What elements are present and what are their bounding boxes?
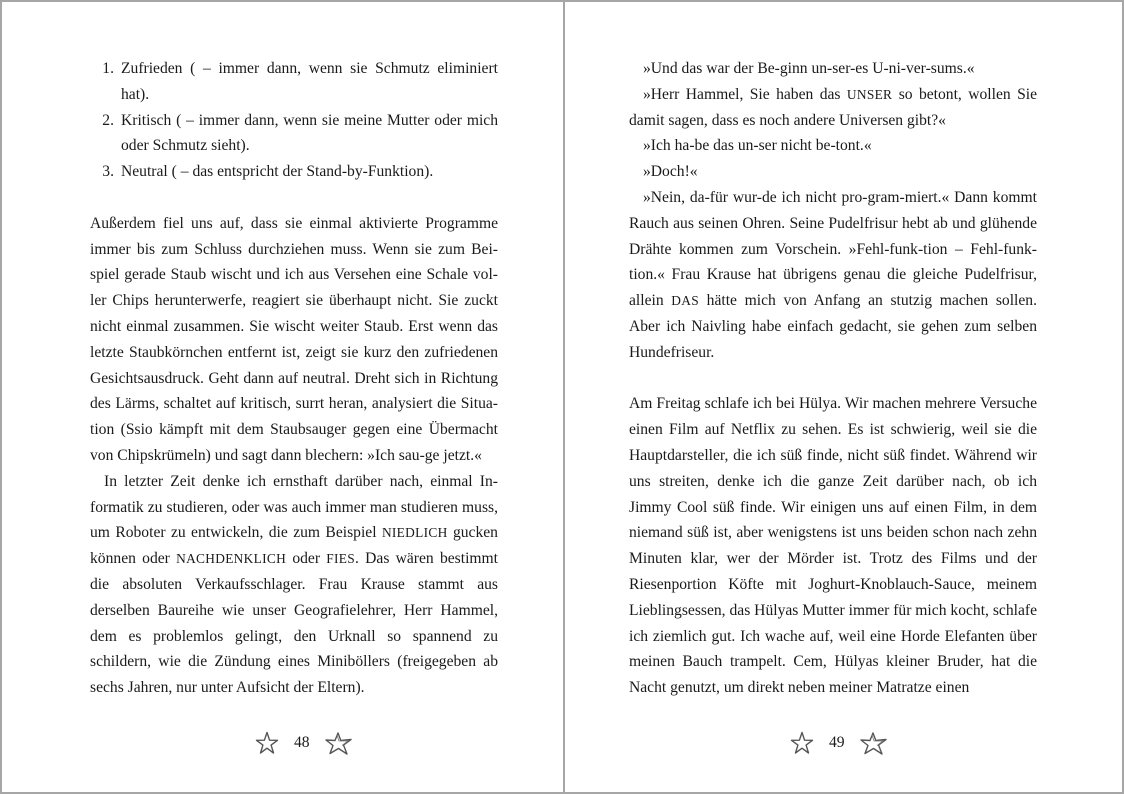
list-item — [90, 108, 498, 160]
small-caps-word: DAS — [671, 293, 699, 309]
page-footer — [789, 728, 889, 758]
text-run: In letzter Zeit denke ich ernsthaft darüber nach, einmal Informatik zu studieren, oder was auch immer man studieren muss, um Roboter zu entwickeln, die zum Beispiel — [90, 472, 498, 542]
list-item — [90, 159, 498, 185]
list-item-text: Kritisch ( – immer dann, wenn sie meine Mutter oder mich oder Schmutz sieht). — [121, 111, 498, 155]
left-page-text — [90, 56, 498, 701]
paragraph: »Und das war der Be-ginn un-ser-es U-ni-ver-sums.« — [643, 60, 975, 77]
page-number: 49 — [829, 734, 845, 751]
small-caps-word: NIEDLICH — [381, 525, 448, 541]
text-run: oder — [286, 550, 327, 568]
paragraph: Am Freitag schlafe ich bei Hülya. Wir machen mehrere Versuche einen Film auf Netflix zu sehen. Es ist schwierig, weil sie die Hauptdarsteller, die ich süß finde, nicht süß findet. Während wir uns streiten, denke ich die ganze Zeit darüber nach, ob ich Jimmy Cool süß finde. Wir einigen uns auf einen Film, in dem niemand süß ist, aber wenigstens ist uns beiden schon nach zehn Minuten klar, wer der Mörder ist. Trotz des Films und der Riesenportion Köfte mit Joghurt-Knoblauch-Sauce, meinem Lieblingsessen, das Hülyas Mutter immer für mich kocht, schlafe ich ziemlich gut. Ich wache auf, weil eine Horde Elefanten über meinen Bauch trampelt. Cem, Hülyas kleiner Bruder, hat die Nacht genutzt, um direkt neben meiner Matratze einen — [629, 395, 1037, 697]
small-caps-word: FIES — [326, 551, 355, 567]
mood-list — [90, 56, 498, 185]
paragraph — [90, 469, 498, 701]
list-item-number: 2. — [102, 111, 114, 129]
list-item-text: Zufrieden ( – immer dann, wenn sie Schmutz eliminiert hat). — [121, 60, 498, 103]
text-run: so betont, wollen Sie damit sagen, dass es noch andere Universen gibt?« — [629, 85, 1037, 129]
paragraph — [629, 82, 1037, 134]
small-caps-word: UNSER — [846, 86, 893, 102]
right-page-text — [629, 56, 1037, 701]
list-item-number: 1. — [102, 60, 114, 77]
paragraph: »Ich ha-be das un-ser nicht be-tont.« — [643, 137, 872, 155]
text-run: hätte mich von Anfang an stutzig machen sollen. Aber ich Naivling habe einfach gedacht, sie gehen zum selben Hundefriseur. — [629, 292, 1037, 361]
page-footer — [254, 728, 354, 758]
paragraph: »Doch!« — [643, 163, 698, 181]
list-item-number: 3. — [102, 163, 114, 181]
star-outline-icon — [254, 730, 280, 756]
small-caps-word: NACHDENKLICH — [176, 551, 287, 567]
list-item-text: Neutral ( – das entspricht der Stand-by-Funktion). — [121, 163, 434, 181]
text-run: . Das wären bestimmt die absoluten Verkaufsschlager. Frau Krause stammt aus derselben Baureihe wie unser Geografielehrer, Herr Hammel, dem es problemlos gelingt, den Urknall so spannend zu schildern, wie die Zündung eines Miniböllers (freigegeben ab sechs Jahren, nur unter Aufsicht der Eltern). — [90, 550, 498, 697]
page-number: 48 — [294, 734, 310, 751]
right-page — [565, 2, 1124, 792]
text-run: »Herr Hammel, Sie haben das — [643, 85, 847, 103]
list-item — [90, 56, 498, 108]
star-sketch-icon — [859, 730, 889, 756]
star-sketch-icon — [324, 730, 354, 756]
text-run: »Nein, da-für wur-de ich nicht pro-gram-miert.« Dann kommt Rauch aus seinen Ohren. Seine Pudelfrisur hebt ab und glühende Drähte kommen zum Vorschein. »Fehl-funk-tion – Fehl-funk-tion.« Frau Krause hat übrigens genau die gleiche Pudelfrisur, allein — [629, 188, 1037, 310]
left-page — [2, 2, 563, 792]
paragraph: Außerdem fiel uns auf, dass sie einmal aktivierte Programme immer bis zum Schluss durchziehen muss. Wenn sie zum Beispiel gerade Staub wischt und ich aus Versehen eine Schale voller Chips herunterwerfe, reagiert sie überhaupt nicht. Sie zuckt nicht einmal zusammen. Sie wischt weiter Staub. Erst wenn das letzte Staubkörnchen entfernt ist, zeigt sie kurz den zufriedenen Gesichtsausdruck. Geht dann auf neutral. Dreht sich in Richtung des Lärms, schaltet auf kritisch, surrt heran, analysiert die Situation (Ssio kämpft mit dem Staubsauger gegen eine Übermacht von Chipskrümeln) und sagt dann blechern: »Ich sau-ge jetzt.« — [90, 214, 498, 464]
text-run: gucken können oder — [90, 524, 498, 568]
star-outline-icon — [789, 730, 815, 756]
paragraph — [629, 185, 1037, 366]
